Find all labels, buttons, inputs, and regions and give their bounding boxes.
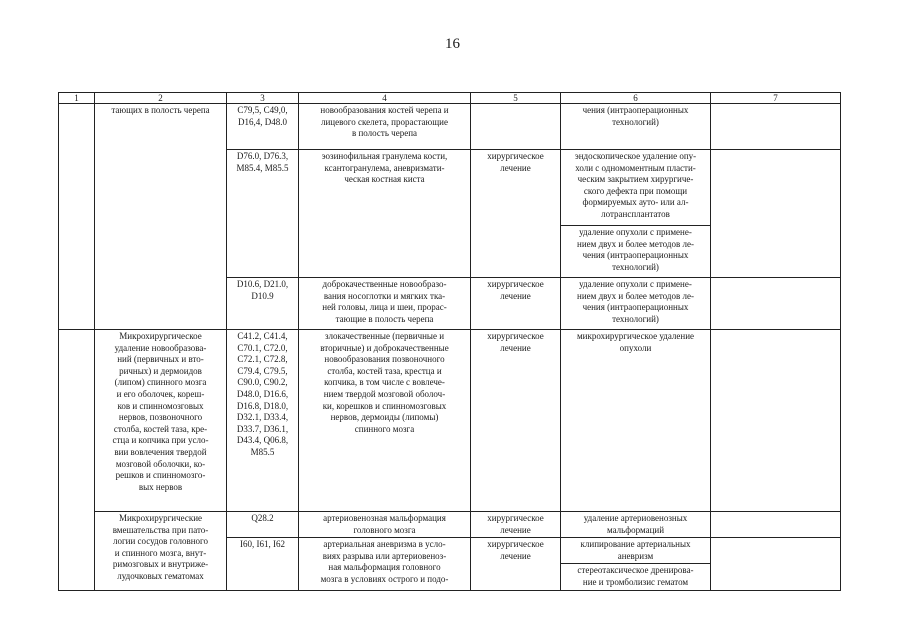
column-number: 5 [471, 93, 561, 104]
treatment-type-cell: хирургическое лечение [471, 538, 561, 590]
column-number: 6 [561, 93, 711, 104]
cost-cell [711, 104, 841, 150]
intervention-group-cell: тающих в полость черепа [95, 104, 227, 330]
icd-codes-cell: D76.0, D76.3, M85.4, M85.5 [227, 150, 299, 278]
patient-model-cell: злокачественные (первичные и вторичные) и доброкачественные новообразования позвоночного столба, костей таза, крестца и копчика, в том числе с вовлече- нием твердой мозговой оболоч- ки, корешков и спинномозговых нервов, дермоиды (липомы) спинного мозга [299, 330, 471, 512]
intervention-group-cell: Микрохирургическое удаление новообразова- ний (первичных и вто- ричных) и дермоидов (липом) спинного мозга и его оболочек, кореш- ков и спинномозговых нервов, позвоночного столба, костей таза, кре- стца и копчика при усло- вии вовлечения твердой мозговой оболочки, ко- решков и спинномозго- вых нервов [95, 330, 227, 512]
patient-model-cell: артериальная аневризма в усло- виях разрыва или артериовеноз- ная мальформация головного мозга в условиях острого и подо- [299, 538, 471, 590]
column-number: 1 [59, 93, 95, 104]
treatment-type-cell: хирургическое лечение [471, 512, 561, 538]
cost-cell [711, 330, 841, 512]
icd-codes-cell: D10.6, D21.0, D10.9 [227, 278, 299, 330]
treatment-type-cell: хирургическое лечение [471, 278, 561, 330]
treatment-method-cell: удаление опухоли с примене- нием двух и более методов ле- чения (интраоперационных технологий) [561, 278, 711, 330]
icd-codes-cell: C41.2, C41.4, C70.1, C72.0, C72.1, C72.8, C79.4, C79.5, C90.0, C90.2, D48.0, D16.6, D16.8, D18.0, D32.1, D33.4, D33.7, D36.1, D43.4, Q06.8, M85.5 [227, 330, 299, 512]
column-number: 4 [299, 93, 471, 104]
column-numbers-row [59, 93, 841, 104]
treatment-method-cell: клипирование артериальных аневризм [561, 538, 711, 564]
table-row [59, 512, 841, 538]
icd-codes-cell: I60, I61, I62 [227, 538, 299, 590]
column-number: 7 [711, 93, 841, 104]
treatment-type-cell: хирургическое лечение [471, 330, 561, 512]
column-number: 2 [95, 93, 227, 104]
treatment-type-cell: хирургическое лечение [471, 150, 561, 278]
cost-cell [711, 150, 841, 278]
page-number: 16 [445, 36, 460, 52]
treatment-type-cell [471, 104, 561, 150]
cost-cell [711, 512, 841, 538]
table-row [59, 104, 841, 150]
treatment-method-cell: чения (интраоперационных технологий) [561, 104, 711, 150]
cost-cell [711, 538, 841, 590]
patient-model-cell: эозинофильная гранулема кости, ксантогранулема, аневризмати- ческая костная киста [299, 150, 471, 278]
icd-codes-cell: Q28.2 [227, 512, 299, 538]
intervention-group-cell: Микрохирургические вмешательства при пато- логии сосудов головного и спинного мозга, внут- римозговых и внутриже- лудочковых гематомах [95, 512, 227, 591]
treatment-method-cell: удаление опухоли с примене- нием двух и более методов ле- чения (интраоперационных технологий) [561, 226, 711, 278]
patient-model-cell: артериовенозная мальформация головного мозга [299, 512, 471, 538]
icd-codes-cell: C79,5, C49,0, D16,4, D48.0 [227, 104, 299, 150]
cost-cell [711, 278, 841, 330]
column-number: 3 [227, 93, 299, 104]
treatment-method-cell: стереотаксическое дренирова- ние и тромболизис гематом [561, 564, 711, 590]
table-row [59, 330, 841, 512]
treatment-method-cell: микрохирургическое удаление опухоли [561, 330, 711, 512]
treatment-method-cell: удаление артериовенозных мальформаций [561, 512, 711, 538]
row-number-cell [59, 104, 95, 330]
patient-model-cell: доброкачественные новообразо- вания носоглотки и мягких тка- ней головы, лица и шеи, прорас- тающие в полость черепа [299, 278, 471, 330]
patient-model-cell: новообразования костей черепа и лицевого скелета, прорастающие в полость черепа [299, 104, 471, 150]
medical-care-table [58, 92, 841, 591]
treatment-method-cell: эндоскопическое удаление опу- холи с одномоментным пласти- ческим закрытием хирургиче- ского дефекта при помощи формируемых ауто- или ал- лотрансплантатов [561, 150, 711, 226]
row-number-cell [59, 330, 95, 591]
